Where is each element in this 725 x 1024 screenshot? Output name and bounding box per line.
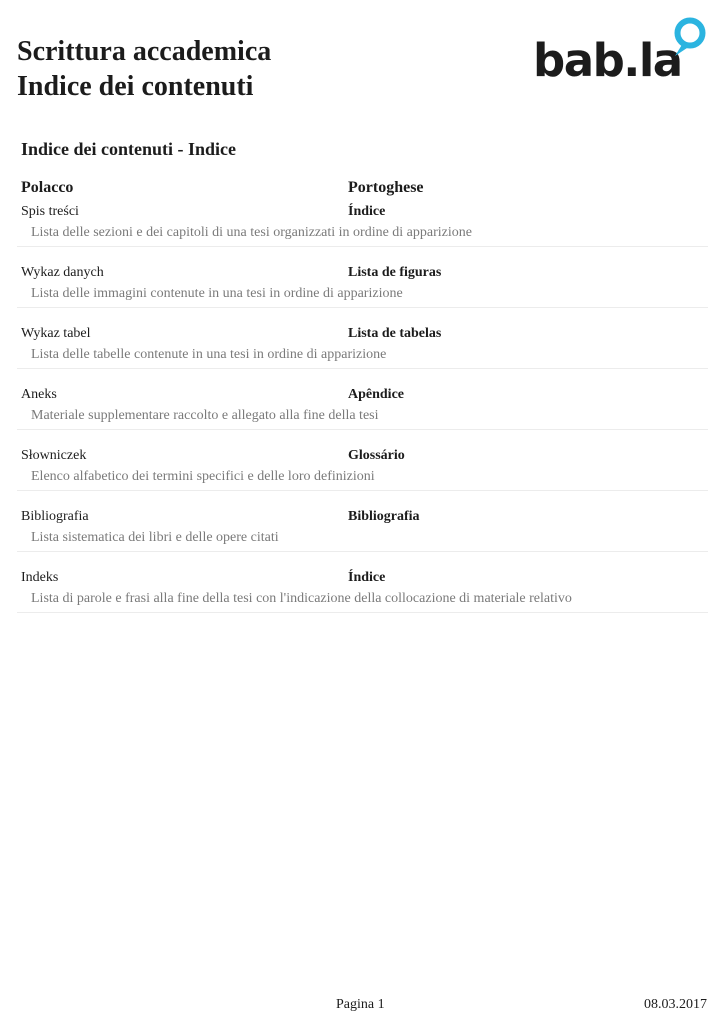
term-definition: Materiale supplementare raccolto e allegato alla fine della tesi — [31, 408, 379, 423]
term-definition: Lista delle sezioni e dei capitoli di una tesi organizzati in ordine di apparizione — [31, 225, 472, 240]
term-definition: Elenco alfabetico dei termini specifici e delle loro definizioni — [31, 469, 375, 484]
row-divider — [17, 246, 708, 247]
target-translation: Índice — [348, 570, 386, 585]
table-row — [17, 201, 708, 262]
document-date: 08.03.2017 — [644, 997, 707, 1012]
table-row — [17, 506, 708, 567]
source-term: Słowniczek — [21, 448, 87, 463]
table-row — [17, 323, 708, 384]
document-title-line-2: Indice dei contenuti — [17, 71, 254, 102]
bab-la-logo[interactable] — [533, 16, 709, 82]
row-divider — [17, 612, 708, 613]
column-header-target-language: Portoghese — [348, 179, 424, 196]
target-translation: Apêndice — [348, 387, 404, 402]
term-definition: Lista sistematica dei libri e delle opere citati — [31, 530, 279, 545]
source-term: Bibliografia — [21, 509, 89, 524]
page-number: Pagina 1 — [336, 997, 385, 1012]
column-headers — [17, 179, 708, 201]
section-title: Indice dei contenuti - Indice — [21, 139, 237, 159]
row-divider — [17, 307, 708, 308]
term-definition: Lista delle tabelle contenute in una tesi in ordine di apparizione — [31, 347, 387, 362]
term-definition: Lista di parole e frasi alla fine della tesi con l'indicazione della collocazione di materiale relativo — [31, 591, 572, 606]
target-translation: Lista de tabelas — [348, 326, 442, 341]
bab-la-logo-graphic — [533, 16, 709, 82]
row-divider — [17, 490, 708, 491]
source-term: Wykaz tabel — [21, 326, 91, 341]
phrase-table — [17, 179, 708, 628]
speech-bubble-icon — [675, 21, 703, 57]
logo-wordmark: bab.la — [533, 34, 682, 82]
target-translation: Glossário — [348, 448, 405, 463]
table-row — [17, 384, 708, 445]
table-row — [17, 445, 708, 506]
table-row — [17, 567, 708, 628]
source-term: Aneks — [21, 387, 57, 402]
column-header-source-language: Polacco — [21, 179, 74, 196]
source-term: Indeks — [21, 570, 59, 585]
document-title-line-1: Scrittura accademica — [17, 36, 272, 67]
row-divider — [17, 368, 708, 369]
document-header — [17, 34, 271, 104]
source-term: Spis treści — [21, 204, 79, 219]
row-divider — [17, 551, 708, 552]
term-definition: Lista delle immagini contenute in una tesi in ordine di apparizione — [31, 286, 403, 301]
table-row — [17, 262, 708, 323]
row-divider — [17, 429, 708, 430]
target-translation: Índice — [348, 204, 386, 219]
target-translation: Bibliografia — [348, 509, 420, 524]
target-translation: Lista de figuras — [348, 265, 442, 280]
source-term: Wykaz danych — [21, 265, 104, 280]
